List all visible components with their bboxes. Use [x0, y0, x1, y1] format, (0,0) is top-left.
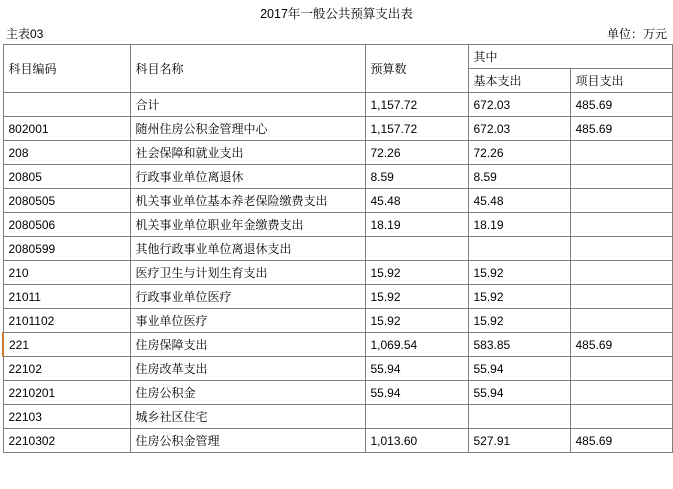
header-project-expenditure: 项目支出 [570, 69, 672, 93]
cell-project-expenditure [570, 237, 672, 261]
header-code: 科目编码 [3, 45, 130, 93]
cell-code: 2101102 [3, 309, 130, 333]
cell-name: 行政事业单位离退休 [130, 165, 365, 189]
cell-code: 2080599 [3, 237, 130, 261]
header-name: 科目名称 [130, 45, 365, 93]
cell-name: 合计 [130, 93, 365, 117]
cell-project-expenditure [570, 213, 672, 237]
table-row [3, 165, 672, 189]
cell-project-expenditure: 485.69 [570, 93, 672, 117]
cell-budget: 1,069.54 [365, 333, 468, 357]
cell-basic-expenditure: 15.92 [468, 285, 570, 309]
cell-name: 其他行政事业单位离退休支出 [130, 237, 365, 261]
cell-budget: 15.92 [365, 309, 468, 333]
cell-project-expenditure [570, 285, 672, 309]
table-row [3, 117, 672, 141]
cell-project-expenditure [570, 165, 672, 189]
cell-name: 机关事业单位职业年金缴费支出 [130, 213, 365, 237]
table-header [3, 45, 672, 93]
cell-name: 行政事业单位医疗 [130, 285, 365, 309]
cell-code: 20805 [3, 165, 130, 189]
cell-budget: 1,157.72 [365, 93, 468, 117]
cell-basic-expenditure: 672.03 [468, 93, 570, 117]
cell-budget: 18.19 [365, 213, 468, 237]
cell-name: 住房保障支出 [130, 333, 365, 357]
cell-name: 医疗卫生与计划生育支出 [130, 261, 365, 285]
unit-label: 单位：万元 [606, 27, 667, 41]
cell-name: 机关事业单位基本养老保险缴费支出 [130, 189, 365, 213]
cell-basic-expenditure: 45.48 [468, 189, 570, 213]
cell-budget [365, 237, 468, 261]
cell-budget: 8.59 [365, 165, 468, 189]
cell-code: 22103 [3, 405, 130, 429]
document-meta-row [0, 26, 673, 44]
cell-basic-expenditure [468, 405, 570, 429]
cell-code: 2080506 [3, 213, 130, 237]
cell-code: 21011 [3, 285, 130, 309]
cell-budget: 15.92 [365, 261, 468, 285]
table-header-row-1 [3, 45, 672, 69]
cell-project-expenditure [570, 309, 672, 333]
cell-project-expenditure: 485.69 [570, 117, 672, 141]
table-row [3, 213, 672, 237]
cell-basic-expenditure: 15.92 [468, 261, 570, 285]
table-row [3, 333, 672, 357]
cell-budget: 55.94 [365, 381, 468, 405]
cell-basic-expenditure: 672.03 [468, 117, 570, 141]
cell-basic-expenditure: 583.85 [468, 333, 570, 357]
cell-project-expenditure: 485.69 [570, 429, 672, 453]
cell-basic-expenditure: 72.26 [468, 141, 570, 165]
budget-table [2, 44, 673, 453]
cell-budget: 1,013.60 [365, 429, 468, 453]
cell-code: 221 [3, 333, 130, 357]
cell-name: 城乡社区住宅 [130, 405, 365, 429]
cell-budget: 55.94 [365, 357, 468, 381]
cell-code: 2210302 [3, 429, 130, 453]
cell-code: 210 [3, 261, 130, 285]
table-row [3, 405, 672, 429]
header-budget: 预算数 [365, 45, 468, 93]
table-row [3, 261, 672, 285]
table-row [3, 429, 672, 453]
cell-project-expenditure [570, 357, 672, 381]
cell-budget: 1,157.72 [365, 117, 468, 141]
page-title: 2017年一般公共预算支出表 [260, 7, 413, 21]
cell-code: 208 [3, 141, 130, 165]
cell-code: 2080505 [3, 189, 130, 213]
table-row [3, 237, 672, 261]
cell-basic-expenditure: 55.94 [468, 357, 570, 381]
cell-basic-expenditure: 18.19 [468, 213, 570, 237]
cell-name: 随州住房公积金管理中心 [130, 117, 365, 141]
cell-budget: 15.92 [365, 285, 468, 309]
table-row [3, 357, 672, 381]
cell-basic-expenditure: 15.92 [468, 309, 570, 333]
cell-budget [365, 405, 468, 429]
cell-basic-expenditure: 527.91 [468, 429, 570, 453]
cell-name: 住房改革支出 [130, 357, 365, 381]
cell-code: 802001 [3, 117, 130, 141]
cell-budget: 45.48 [365, 189, 468, 213]
cell-project-expenditure [570, 189, 672, 213]
cell-name: 住房公积金管理 [130, 429, 365, 453]
cell-basic-expenditure: 55.94 [468, 381, 570, 405]
table-row [3, 381, 672, 405]
cell-basic-expenditure [468, 237, 570, 261]
header-basic-expenditure: 基本支出 [468, 69, 570, 93]
table-row [3, 189, 672, 213]
table-row [3, 285, 672, 309]
cell-name: 事业单位医疗 [130, 309, 365, 333]
table-label: 主表03 [6, 27, 44, 41]
cell-name: 住房公积金 [130, 381, 365, 405]
cell-project-expenditure [570, 381, 672, 405]
table-body [3, 93, 672, 453]
cell-code: 22102 [3, 357, 130, 381]
cell-project-expenditure: 485.69 [570, 333, 672, 357]
cell-code [3, 93, 130, 117]
cell-code: 2210201 [3, 381, 130, 405]
cell-basic-expenditure: 8.59 [468, 165, 570, 189]
cell-budget: 72.26 [365, 141, 468, 165]
table-row [3, 309, 672, 333]
cell-name: 社会保障和就业支出 [130, 141, 365, 165]
table-row [3, 141, 672, 165]
cell-project-expenditure [570, 141, 672, 165]
header-group-of-which: 其中 [468, 45, 672, 69]
cell-project-expenditure [570, 261, 672, 285]
table-row [3, 93, 672, 117]
cell-project-expenditure [570, 405, 672, 429]
